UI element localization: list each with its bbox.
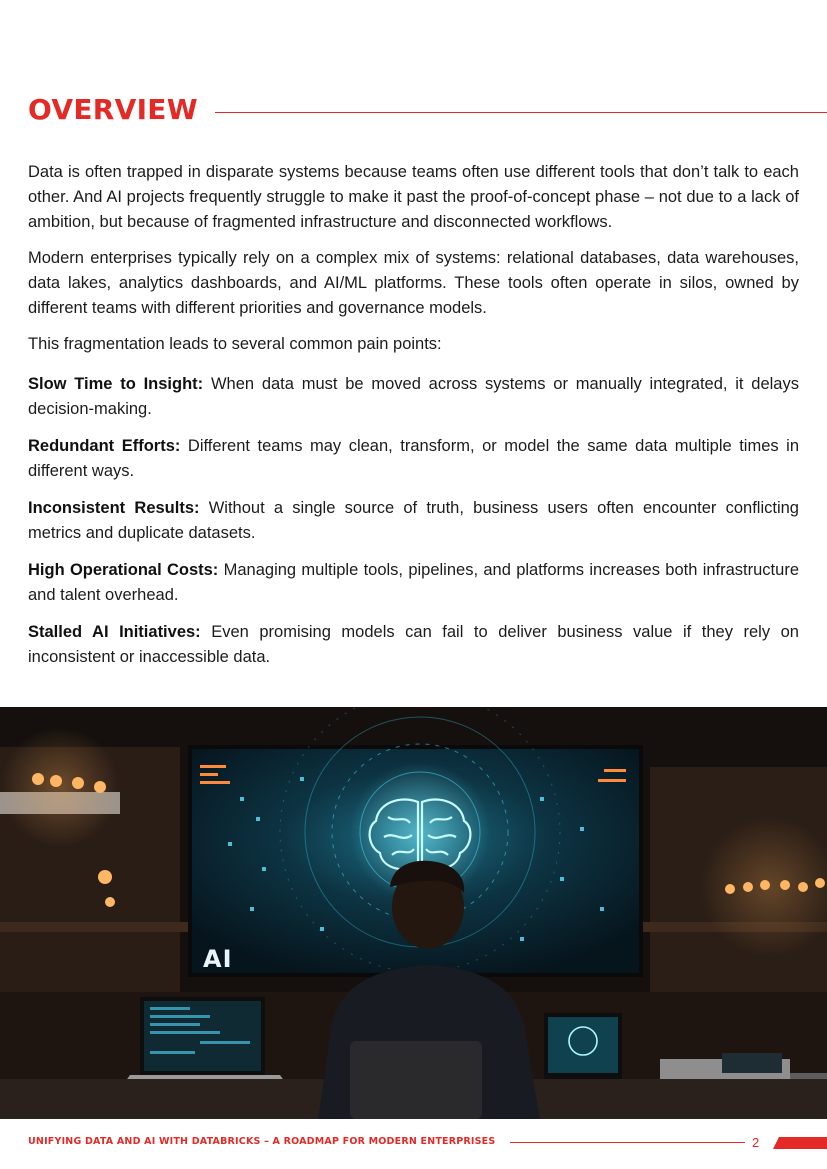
pain-point-term: Stalled AI Initiatives: (28, 623, 201, 641)
page-title: OVERVIEW (28, 93, 198, 126)
pain-point-term: Redundant Efforts: (28, 437, 181, 455)
pain-point-text: When data must be moved across systems or manually integrated, it delays decision-making. (28, 375, 799, 418)
ai-workstation-illustration (0, 707, 827, 1119)
intro-paragraph: Data is often trapped in disparate systems because teams often use different tools that don’t talk to each other. And AI projects frequently struggle to make it past the proof-of-concept phase – not due to a lack of ambition, but because of fragmented infrastructure and disconnected workflows. (28, 163, 799, 231)
pain-point-item (28, 558, 799, 608)
pain-point-item (28, 434, 799, 484)
pain-point-text: Managing multiple tools, pipelines, and platforms increases both infrastructure and talent overhead. (28, 561, 799, 604)
pain-points-lead: This fragmentation leads to several common pain points: (28, 335, 442, 353)
screen-ai-label: AI (203, 945, 233, 973)
pain-point-item (28, 620, 799, 670)
page-number: 2 (752, 1135, 760, 1150)
footer-accent-bar (773, 1137, 827, 1149)
pain-point-item (28, 496, 799, 546)
footer-divider (510, 1142, 745, 1143)
footer-document-title: UNIFYING DATA AND AI WITH DATABRICKS – A ROADMAP FOR MODERN ENTERPRISES (28, 1136, 496, 1147)
pain-point-text: Even promising models can fail to deliver business value if they rely on inconsistent or inaccessible data. (28, 623, 799, 666)
pain-point-term: Slow Time to Insight: (28, 375, 204, 393)
overview-body (28, 160, 799, 682)
pain-point-term: Inconsistent Results: (28, 499, 200, 517)
pain-point-item (28, 372, 799, 422)
systems-paragraph: Modern enterprises typically rely on a complex mix of systems: relational databases, data warehouses, data lakes, analytics dashboards, and AI/ML platforms. These tools often operate in silos, owned by different teams with different priorities and governance models. (28, 249, 799, 317)
pain-point-term: High Operational Costs: (28, 561, 219, 579)
title-divider (215, 112, 827, 113)
tablet (536, 1013, 632, 1087)
pain-points-list (28, 372, 799, 670)
pain-point-text: Without a single source of truth, business users often encounter conflicting metrics and duplicate datasets. (28, 499, 799, 542)
laptop (120, 997, 290, 1089)
pain-point-text: Different teams may clean, transform, or model the same data multiple times in different ways. (28, 437, 800, 480)
